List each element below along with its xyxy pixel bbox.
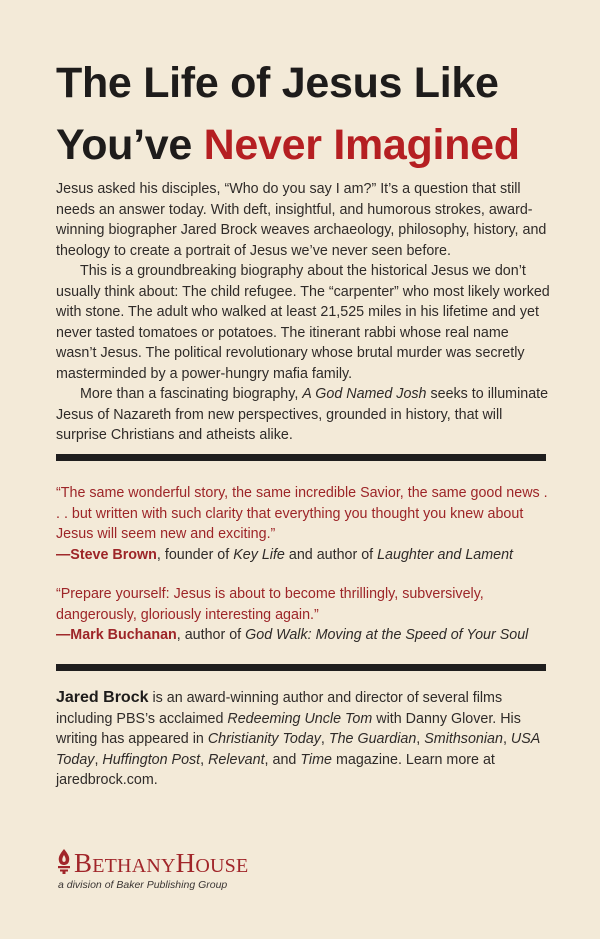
endorser-name: Mark Buchanan	[70, 627, 177, 643]
endorser-text-2: and author of	[284, 546, 378, 563]
endorsement-steve-brown	[56, 483, 552, 565]
publisher-logo	[56, 846, 296, 896]
endorser-name: Steve Brown	[70, 546, 157, 563]
bio-text: ,	[200, 751, 209, 768]
endorser-dash: —	[56, 627, 71, 643]
endorser-dash: —	[56, 546, 71, 563]
bio-text: , and	[264, 751, 301, 768]
publisher-division: a division of Baker Publishing Group	[58, 879, 228, 891]
description-paragraph-3	[56, 384, 552, 446]
headline-line-2-lead: You’ve	[56, 121, 204, 169]
endorsement-attribution	[56, 545, 552, 566]
description-p3-tail: seeks to illuminate Jesus of Nazareth from new perspectives, grounded in history, that will surprise Christians and atheists alike.	[56, 386, 549, 443]
publisher-name-ouse: OUSE	[195, 855, 249, 877]
bio-text: ,	[94, 751, 103, 768]
bio-work: Redeeming Uncle Tom	[227, 710, 373, 727]
bio-work: Smithsonian	[424, 731, 503, 747]
author-name: Jared Brock	[56, 689, 149, 706]
endorser-text-1: , author of	[176, 627, 246, 643]
endorser-work-1: Key Life	[233, 546, 285, 563]
bio-work: Christianity Today	[207, 731, 321, 747]
lamp-flame-icon	[56, 848, 72, 874]
publisher-name-ethany: ETHANY	[92, 855, 176, 877]
publisher-name	[74, 848, 248, 879]
divider-rule-top	[56, 454, 546, 461]
bio-work: Time	[300, 751, 332, 768]
headline	[56, 52, 556, 176]
bio-text: ,	[416, 731, 425, 747]
bio-work: Huffington Post	[102, 751, 201, 768]
bio-work: The Guardian	[328, 731, 417, 747]
description-paragraph-2: This is a groundbreaking biography about the historical Jesus we don’t usually think about: The child refugee. The “carpenter” who most likely worked with stone. The adult who walked at least 21,525 miles in his lifetime and yet never tasted tomatoes or potatoes. The itinerant rabbi whose real name wasn’t Jesus. The political revolutionary whose brutal murder was secretly masterminded by a power-hungry mafia family.	[56, 263, 550, 382]
endorser-text-1: , founder of	[156, 546, 234, 563]
publisher-name-h: H	[175, 848, 196, 878]
endorsement-mark-buchanan	[56, 584, 552, 646]
bio-text: ,	[502, 731, 511, 747]
author-bio	[56, 688, 556, 791]
bio-text: is an award-winning author and director of several films including PBS’s acclaimed	[56, 690, 503, 727]
endorsement-attribution	[56, 625, 552, 646]
bio-text: ,	[320, 731, 329, 747]
endorser-work-1: God Walk: Moving at the Speed of Your Soul	[245, 627, 529, 643]
publisher-name-b: B	[74, 848, 93, 878]
bio-work: USA Today	[56, 731, 540, 768]
endorser-work-2: Laughter and Lament	[377, 546, 514, 563]
endorsement-quote: “The same wonderful story, the same incredible Savior, the same good news . . . but written with such clarity that everything you thought you knew about Jesus will seem new and exciting.”	[56, 485, 548, 542]
bio-text: with Danny Glover. His writing has appeared in	[56, 710, 521, 747]
description-p3-lead: More than a fascinating biography,	[80, 386, 303, 402]
divider-rule-bottom	[56, 664, 546, 671]
headline-line-1: The Life of Jesus Like	[56, 59, 499, 107]
book-description	[56, 179, 552, 446]
endorsement-quote: “Prepare yourself: Jesus is about to become thrillingly, subversively, dangerously, gloriously interesting again.”	[56, 586, 484, 623]
description-paragraph-1: Jesus asked his disciples, “Who do you say I am?” It’s a question that still needs an answer today. With deft, insightful, and humorous strokes, award-winning biographer Jared Brock weaves archaeology, philosophy, history, and theology to create a portrait of Jesus we’ve never seen before.	[56, 181, 547, 259]
book-title-reference: A God Named Josh	[302, 386, 427, 402]
headline-accent: Never Imagined	[203, 121, 520, 169]
bio-text: magazine. Learn more at jaredbrock.com.	[56, 751, 495, 788]
bio-work: Relevant	[208, 751, 265, 768]
